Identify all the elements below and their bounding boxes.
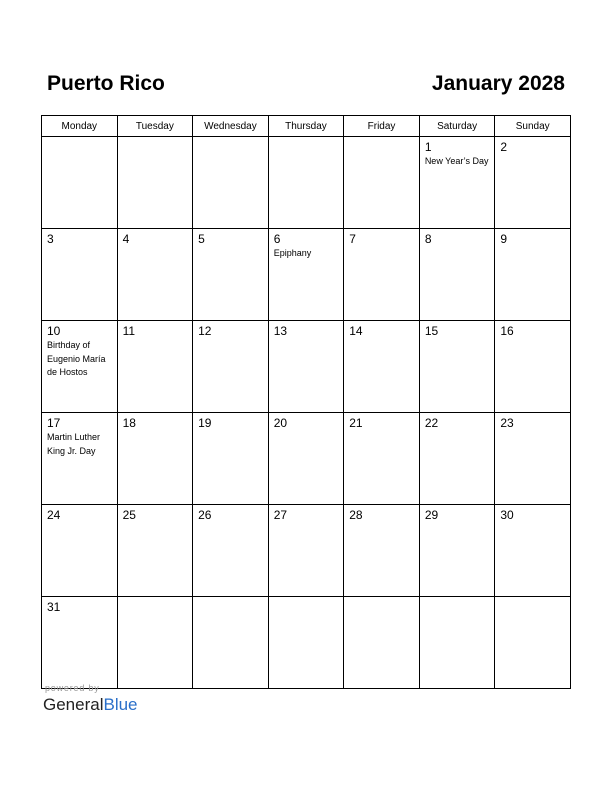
logo-text-blue: Blue <box>103 695 138 714</box>
month-year-title: January 2028 <box>431 72 565 95</box>
weekday-header: Wednesday <box>193 116 269 137</box>
day-cell <box>42 597 118 689</box>
day-number: 11 <box>122 324 136 338</box>
day-number: 15 <box>424 324 439 338</box>
day-cell <box>268 413 344 505</box>
holiday-label: Epiphany <box>273 248 312 258</box>
day-number: 25 <box>122 508 136 522</box>
footer <box>43 683 138 715</box>
day-cell <box>344 229 420 321</box>
day-number: 9 <box>500 232 508 246</box>
week-row <box>42 505 571 597</box>
day-cell <box>268 505 344 597</box>
powered-by-label: powered by <box>45 683 100 693</box>
day-number: 10 <box>47 324 61 338</box>
holiday-label: Martin Luther King Jr. Day <box>47 432 101 456</box>
day-cell <box>117 413 193 505</box>
day-cell <box>193 597 269 689</box>
day-number: 24 <box>47 508 61 522</box>
day-cell <box>344 505 420 597</box>
day-cell <box>419 321 495 413</box>
weekday-header: Friday <box>344 116 420 137</box>
calendar-grid <box>41 115 571 689</box>
day-number: 1 <box>424 140 432 154</box>
weekday-header: Saturday <box>419 116 495 137</box>
day-cell <box>268 597 344 689</box>
day-number: 16 <box>500 324 514 338</box>
day-cell <box>419 229 495 321</box>
weekday-header: Monday <box>42 116 118 137</box>
day-number: 18 <box>122 416 136 430</box>
day-cell <box>344 321 420 413</box>
day-number: 31 <box>47 600 61 614</box>
day-cell <box>344 597 420 689</box>
day-cell <box>419 137 495 229</box>
day-cell <box>419 597 495 689</box>
day-cell <box>268 137 344 229</box>
day-number: 13 <box>273 324 288 338</box>
day-cell <box>117 597 193 689</box>
day-cell <box>495 505 571 597</box>
generalblue-logo[interactable] <box>43 695 138 715</box>
week-row <box>42 597 571 689</box>
day-number: 7 <box>349 232 356 246</box>
day-cell <box>495 229 571 321</box>
day-cell <box>42 137 118 229</box>
day-number: 8 <box>424 232 432 246</box>
week-row <box>42 321 571 413</box>
day-number: 6 <box>273 232 281 246</box>
day-cell <box>495 413 571 505</box>
day-cell <box>344 137 420 229</box>
day-cell <box>117 229 193 321</box>
day-cell <box>193 413 269 505</box>
day-cell <box>117 321 193 413</box>
day-cell <box>193 137 269 229</box>
day-cell <box>193 229 269 321</box>
day-cell <box>495 597 571 689</box>
day-number: 19 <box>198 416 212 430</box>
week-row <box>42 413 571 505</box>
day-cell <box>42 321 118 413</box>
weekday-header: Sunday <box>495 116 571 137</box>
day-cell <box>117 505 193 597</box>
day-cell <box>42 505 118 597</box>
day-cell <box>42 413 118 505</box>
weekday-header: Tuesday <box>117 116 193 137</box>
weekday-header-row <box>42 116 571 137</box>
day-number: 26 <box>198 508 212 522</box>
day-cell <box>419 413 495 505</box>
day-number: 12 <box>198 324 212 338</box>
day-number: 3 <box>47 232 54 246</box>
day-cell <box>117 137 193 229</box>
logo-text-general: General <box>43 695 104 714</box>
calendar-body <box>42 137 571 689</box>
day-number: 4 <box>122 232 130 246</box>
day-number: 5 <box>198 232 205 246</box>
weekday-header: Thursday <box>268 116 344 137</box>
day-cell <box>193 505 269 597</box>
day-cell <box>42 229 118 321</box>
day-cell <box>495 137 571 229</box>
day-number: 17 <box>47 416 61 430</box>
day-cell <box>344 413 420 505</box>
day-number: 21 <box>349 416 363 430</box>
day-number: 2 <box>500 140 508 154</box>
day-number: 14 <box>349 324 363 338</box>
region-title: Puerto Rico <box>47 72 165 95</box>
week-row <box>42 229 571 321</box>
day-number: 23 <box>500 416 514 430</box>
day-cell <box>268 229 344 321</box>
day-number: 22 <box>424 416 439 430</box>
day-number: 29 <box>424 508 439 522</box>
holiday-label: New Year’s Day <box>424 156 489 166</box>
day-cell <box>419 505 495 597</box>
day-cell <box>193 321 269 413</box>
day-number: 27 <box>273 508 288 522</box>
day-cell <box>268 321 344 413</box>
day-number: 28 <box>349 508 363 522</box>
day-number: 20 <box>273 416 288 430</box>
day-cell <box>495 321 571 413</box>
week-row <box>42 137 571 229</box>
day-number: 30 <box>500 508 514 522</box>
holiday-label: Birthday of Eugenio María de Hostos <box>47 340 106 377</box>
